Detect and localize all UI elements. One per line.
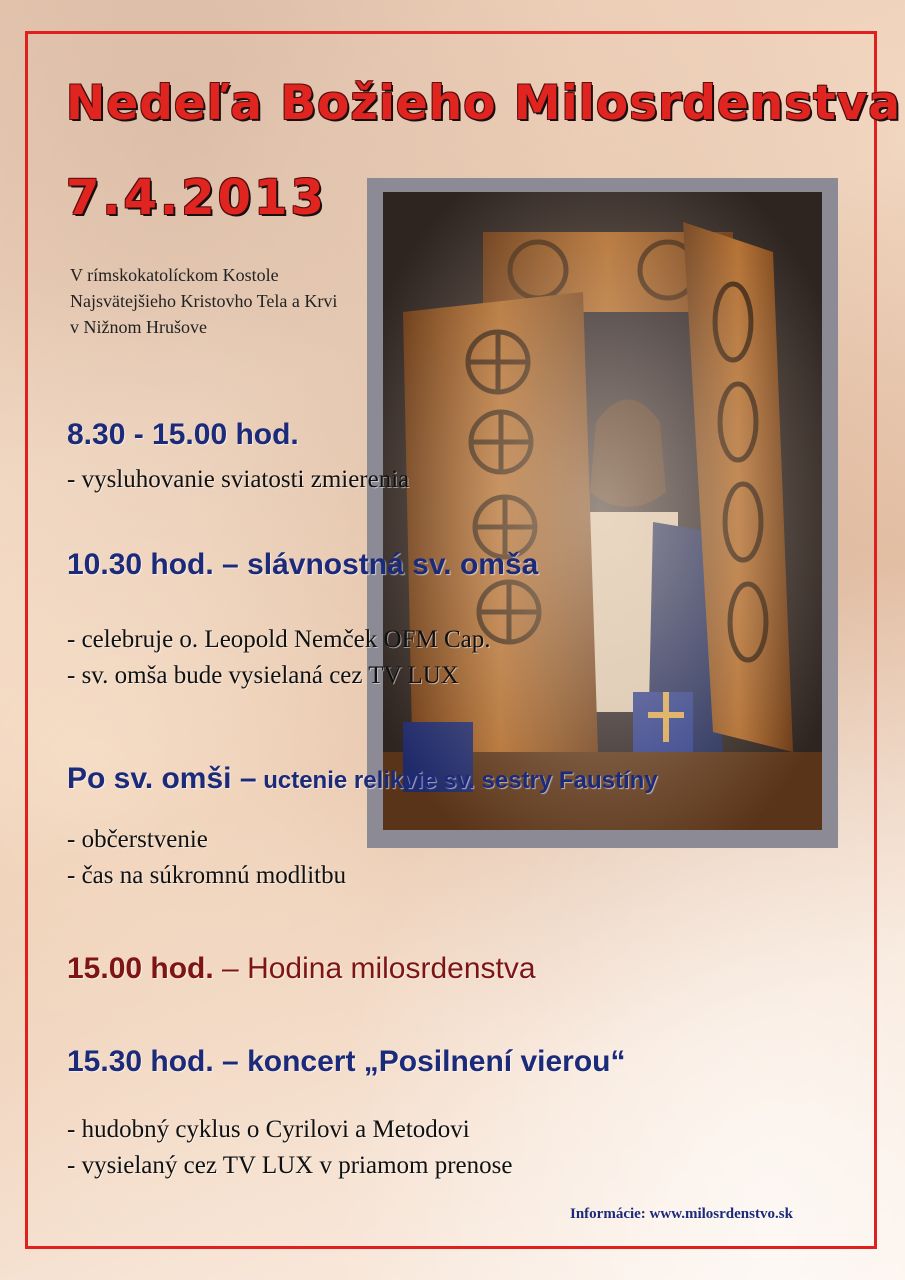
bullet-item: - celebruje o. Leopold Nemček OFM Cap.: [67, 626, 491, 653]
section-heading: [67, 952, 536, 986]
section-description: – koncert „Posilnení vierou“: [213, 1045, 626, 1078]
section-bullets: [67, 462, 409, 498]
section-heading: [67, 762, 658, 796]
section-time: Po sv. omši –: [67, 762, 257, 795]
section-bullets: [67, 822, 346, 894]
section-time: 15.00 hod.: [67, 952, 214, 985]
section-bullets: [67, 1112, 512, 1184]
location-line: Najsvätejšieho Kristovho Tela a Krvi: [70, 291, 338, 311]
bullet-item: - občerstvenie: [67, 826, 208, 853]
poster-title: Nedeľa Božieho Milosrdenstva: [66, 76, 902, 131]
section-description: uctenie relikvie sv. sestry Faustíny: [256, 767, 658, 794]
info-link[interactable]: Informácie: www.milosrdenstvo.sk: [570, 1206, 793, 1222]
confessional-photo: [383, 192, 822, 830]
section-time: 10.30 hod.: [67, 548, 214, 581]
bullet-item: - vysluhovanie sviatosti zmierenia: [67, 466, 410, 493]
section-description: – Hodina milosrdenstva: [213, 952, 536, 985]
section-heading: [67, 418, 299, 452]
bullet-item: - sv. omša bude vysielaná cez TV LUX: [67, 662, 459, 689]
section-heading: [67, 548, 538, 582]
photo-frame: [367, 178, 838, 848]
section-bullets: [67, 622, 491, 694]
bullet-item: - vysielaný cez TV LUX v priamom prenose: [67, 1152, 513, 1179]
confessional-illustration: [383, 192, 822, 830]
location-line: V rímskokatolíckom Kostole: [70, 265, 279, 285]
event-date: 7.4.2013: [66, 170, 327, 226]
bullet-item: - hudobný cyklus o Cyrilovi a Metodovi: [67, 1116, 470, 1143]
bullet-item: - čas na súkromnú modlitbu: [67, 862, 347, 889]
location-text: [70, 262, 337, 340]
section-description: – slávnostná sv. omša: [213, 548, 539, 581]
section-heading: [67, 1045, 626, 1079]
section-time: 8.30 - 15.00 hod.: [67, 418, 299, 451]
location-line: v Nižnom Hrušove: [70, 317, 207, 337]
section-time: 15.30 hod.: [67, 1045, 214, 1078]
